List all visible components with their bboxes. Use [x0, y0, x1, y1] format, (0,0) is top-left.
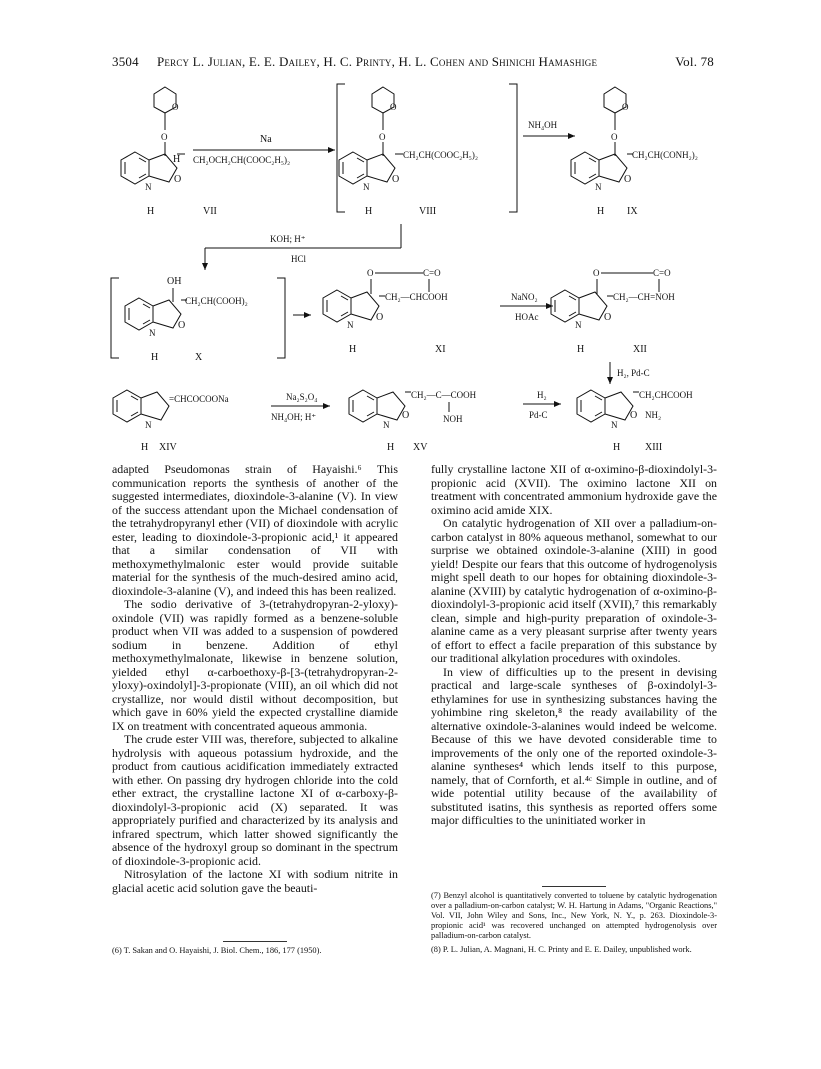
svg-text:XIII: XIII [645, 442, 663, 453]
reaction-scheme [105, 72, 725, 457]
svg-text:H: H [147, 206, 155, 217]
svg-text:Pd-C: Pd-C [529, 410, 548, 420]
footnote-8: (8) P. L. Julian, A. Magnani, H. C. Printy and E. E. Dailey, unpublished work. [431, 945, 692, 954]
svg-text:H: H [349, 344, 357, 355]
svg-text:XV: XV [413, 442, 428, 453]
svg-text:NH₄OH; H⁺: NH₄OH; H⁺ [271, 412, 317, 422]
paragraph: On catalytic hydrogenation of XII over a palladium-on-carbon catalyst in 80% aqueous methanol, somewhat to our surprise we obtained oxindole-3-alanine (XIII) in good yield! Despite our fears that this outcome of hydrogenolysis might spell death to our hopes for obtaining dioxindole-3-alanine (XVIII) by catalytic hydrogenation of α-oximino-β-dioxindolyl-3-propionic acid itself (XVII),⁷ this remarkably clean, simple and high-purity preparation of oxindole-3-alanine came as a very pleasant surprise after twenty years of effort to effect a facile preparation of this substance by our traditional alkylation procedures with oxindoles. [431, 516, 717, 665]
svg-text:XIV: XIV [159, 442, 177, 453]
svg-text:KOH; H⁺: KOH; H⁺ [270, 234, 306, 244]
svg-text:Na₂S₂O₄: Na₂S₂O₄ [286, 392, 318, 402]
svg-text:N: N [575, 320, 582, 330]
svg-text:CH₂—C—COOH: CH₂—C—COOH [411, 390, 477, 400]
compound-vii [121, 87, 217, 217]
left-column [112, 463, 398, 895]
svg-text:H: H [141, 442, 149, 453]
svg-text:O: O [604, 312, 612, 323]
svg-text:NH₄OH: NH₄OH [528, 120, 558, 130]
paragraph: In view of difficulties up to the present in devising practical and large-scale syntheses of β-oxindolyl-3-ethylamines for use in synthesizing substances having the yohimbine ring skeleton,⁸ the ready availability of the alternative oxindole-3-alanines would indeed be welcome. Because of this we have devoted considerable time to improvements of the only one of the reported oxindole-3-alanine syntheses⁴ which lends itself to this purpose, namely, that of Cornforth, et al.⁴ᶜ Simple in outline, and of wide potential utility because of the availability of substituted isatins, this synthesis as reported offers some major difficulties to the uninitiated worker in [431, 664, 717, 827]
svg-text:H₂: H₂ [537, 390, 547, 400]
footnotes-left [112, 933, 398, 956]
compound-xv [349, 390, 477, 453]
svg-text:CH₂CH(COOH)₂: CH₂CH(COOH)₂ [185, 296, 248, 306]
page-number: 3504 [112, 54, 139, 69]
svg-text:NaNO₂: NaNO₂ [511, 292, 538, 302]
compound-xiv [113, 390, 229, 453]
paragraph: adapted Pseudomonas strain of Hayaishi.⁶ This communication reports the synthesis of another of the suggested intermediates, dioxindole-3-alanine (V). In view of the success attendant upon the Michael condensation of the tetrahydropyranyl ether (VII) of dioxindole with acrylic ester, leading to dioxindole-3-propionic acid,¹ it appeared that a similar condensation of VII with methoxymethylmalonic ester would provide suitable material for the synthesis of the much-desired amino acid, dioxindole-3-alanine (V), and indeed this has been realized. [112, 462, 398, 598]
footnote-7: (7) Benzyl alcohol is quantitatively converted to toluene by catalytic hydrogenation over a palladium-on-carbon catalyst; W. H. Hartung in Adams, "Organic Reactions," Vol. VII, John Wiley and Sons, Inc., New York, N. Y., p. 263. Dioxindole-3-propionic acid¹ was recovered unchanged on attempted hydrogenolysis over palladium-on-carbon catalyst. [431, 891, 717, 940]
svg-text:H: H [365, 206, 373, 217]
svg-text:O: O [402, 410, 410, 421]
svg-text:H: H [597, 206, 605, 217]
paragraph: fully crystalline lactone XII of α-oximino-β-dioxindolyl-3-propionic acid (XVII). The oximino lactone XII on treatment with concentrated ammonium hydroxide gave the oximino acid amide XIX. [431, 462, 717, 517]
svg-text:H: H [387, 442, 395, 453]
svg-text:C=O: C=O [423, 268, 441, 278]
svg-text:OH: OH [167, 276, 182, 287]
svg-text:NOH: NOH [443, 414, 463, 424]
compound-xii [551, 268, 675, 355]
svg-text:N: N [149, 328, 156, 338]
footnote-rule [542, 886, 606, 887]
svg-text:XI: XI [435, 344, 446, 355]
svg-text:H: H [577, 344, 585, 355]
paragraph: The crude ester VIII was, therefore, subjected to alkaline hydrolysis with aqueous potassium hydroxide, and the product from cautious acidification immediately extracted with ether. On passing dry hydrogen chloride into the cold ether extract, the crystalline lactone XI of α-carboxy-β-dioxindolyl-3-propionic acid (X) separated. It was appropriately purified and characterized by its analysis and infrared spectrum, which latter showed significantly the absence of the hydroxyl group so dominant in the spectrum of dioxindole-3-propionic acid. [112, 732, 398, 868]
svg-text:O: O [611, 132, 618, 142]
svg-text:C=O: C=O [653, 268, 671, 278]
compound-x [125, 276, 248, 363]
compound-viii [339, 87, 478, 217]
compound-ix [571, 87, 698, 217]
svg-text:O: O [161, 132, 168, 142]
svg-text:CH₂—CHCOOH: CH₂—CHCOOH [385, 292, 448, 302]
svg-text:XII: XII [633, 344, 647, 355]
svg-text:=CHCOCOONa: =CHCOCOONa [169, 394, 229, 404]
svg-text:CH₂CH(COOC₂H₅)₂: CH₂CH(COOC₂H₅)₂ [403, 150, 479, 160]
svg-text:O: O [172, 102, 179, 112]
svg-text:O: O [376, 312, 384, 323]
svg-text:O: O [379, 132, 386, 142]
svg-text:IX: IX [627, 206, 638, 217]
svg-text:O: O [622, 102, 629, 112]
svg-text:O: O [624, 174, 632, 185]
svg-text:H: H [613, 442, 621, 453]
svg-text:X: X [195, 352, 203, 363]
svg-text:CH₂CH(CONH₂)₂: CH₂CH(CONH₂)₂ [632, 150, 698, 160]
svg-text:O: O [174, 174, 182, 185]
svg-text:N: N [145, 182, 152, 192]
svg-text:N: N [595, 182, 602, 192]
compound-xiii [577, 390, 693, 453]
running-header [112, 54, 714, 70]
svg-text:O: O [392, 174, 400, 185]
author-line: Percy L. Julian, E. E. Dailey, H. C. Printy, H. L. Cohen and Shinichi Hamashige [157, 54, 598, 69]
svg-text:N: N [347, 320, 354, 330]
paragraph: Nitrosylation of the lactone XI with sodium nitrite in glacial acetic acid solution gave the beauti- [112, 867, 398, 895]
svg-text:N: N [383, 420, 390, 430]
svg-text:H: H [173, 154, 181, 165]
footnotes-right [431, 878, 717, 955]
svg-text:VIII: VIII [419, 206, 437, 217]
svg-text:VII: VII [203, 206, 217, 217]
paragraph: The sodio derivative of 3-(tetrahydropyran-2-yloxy)-oxindole (VII) was rapidly formed as a benzene-soluble product when VII was added to a suspension of powdered sodium in benzene. Addition of ethyl methoxymethylmalonate, likewise in benzene solution, yielded ethyl α-carboethoxy-β-[3-(tetrahydropyran-2-yloxy)-oxindolyl]-3-propionate (VIII), an oil which did not crystallize, nor would distil without decomposition, but which gave in 60% yield the expected crystalline diamide IX on treatment with concentrated aqueous ammonia. [112, 597, 398, 733]
svg-text:O: O [593, 268, 600, 278]
right-column [431, 463, 717, 828]
svg-text:CH₂OCH₂CH(COOC₂H₅)₂: CH₂OCH₂CH(COOC₂H₅)₂ [193, 155, 291, 165]
svg-text:CH₂—CH=NOH: CH₂—CH=NOH [613, 292, 675, 302]
footnote-rule [223, 941, 287, 942]
svg-text:O: O [630, 410, 638, 421]
svg-text:O: O [178, 320, 186, 331]
svg-text:N: N [363, 182, 370, 192]
volume-label: Vol. 78 [675, 54, 714, 69]
svg-text:HCl: HCl [291, 254, 307, 264]
compound-xi [323, 268, 448, 355]
svg-text:O: O [390, 102, 397, 112]
svg-text:HOAc: HOAc [515, 312, 539, 322]
svg-text:CH₂CHCOOH: CH₂CHCOOH [639, 390, 693, 400]
svg-text:NH₂: NH₂ [645, 410, 662, 420]
svg-text:H₂, Pd-C: H₂, Pd-C [617, 368, 650, 378]
svg-text:N: N [611, 420, 618, 430]
svg-text:N: N [145, 420, 152, 430]
footnote-6: (6) T. Sakan and O. Hayaishi, J. Biol. Chem., 186, 177 (1950). [112, 946, 322, 955]
svg-text:H: H [151, 352, 159, 363]
svg-text:Na: Na [260, 134, 272, 145]
svg-text:O: O [367, 268, 374, 278]
